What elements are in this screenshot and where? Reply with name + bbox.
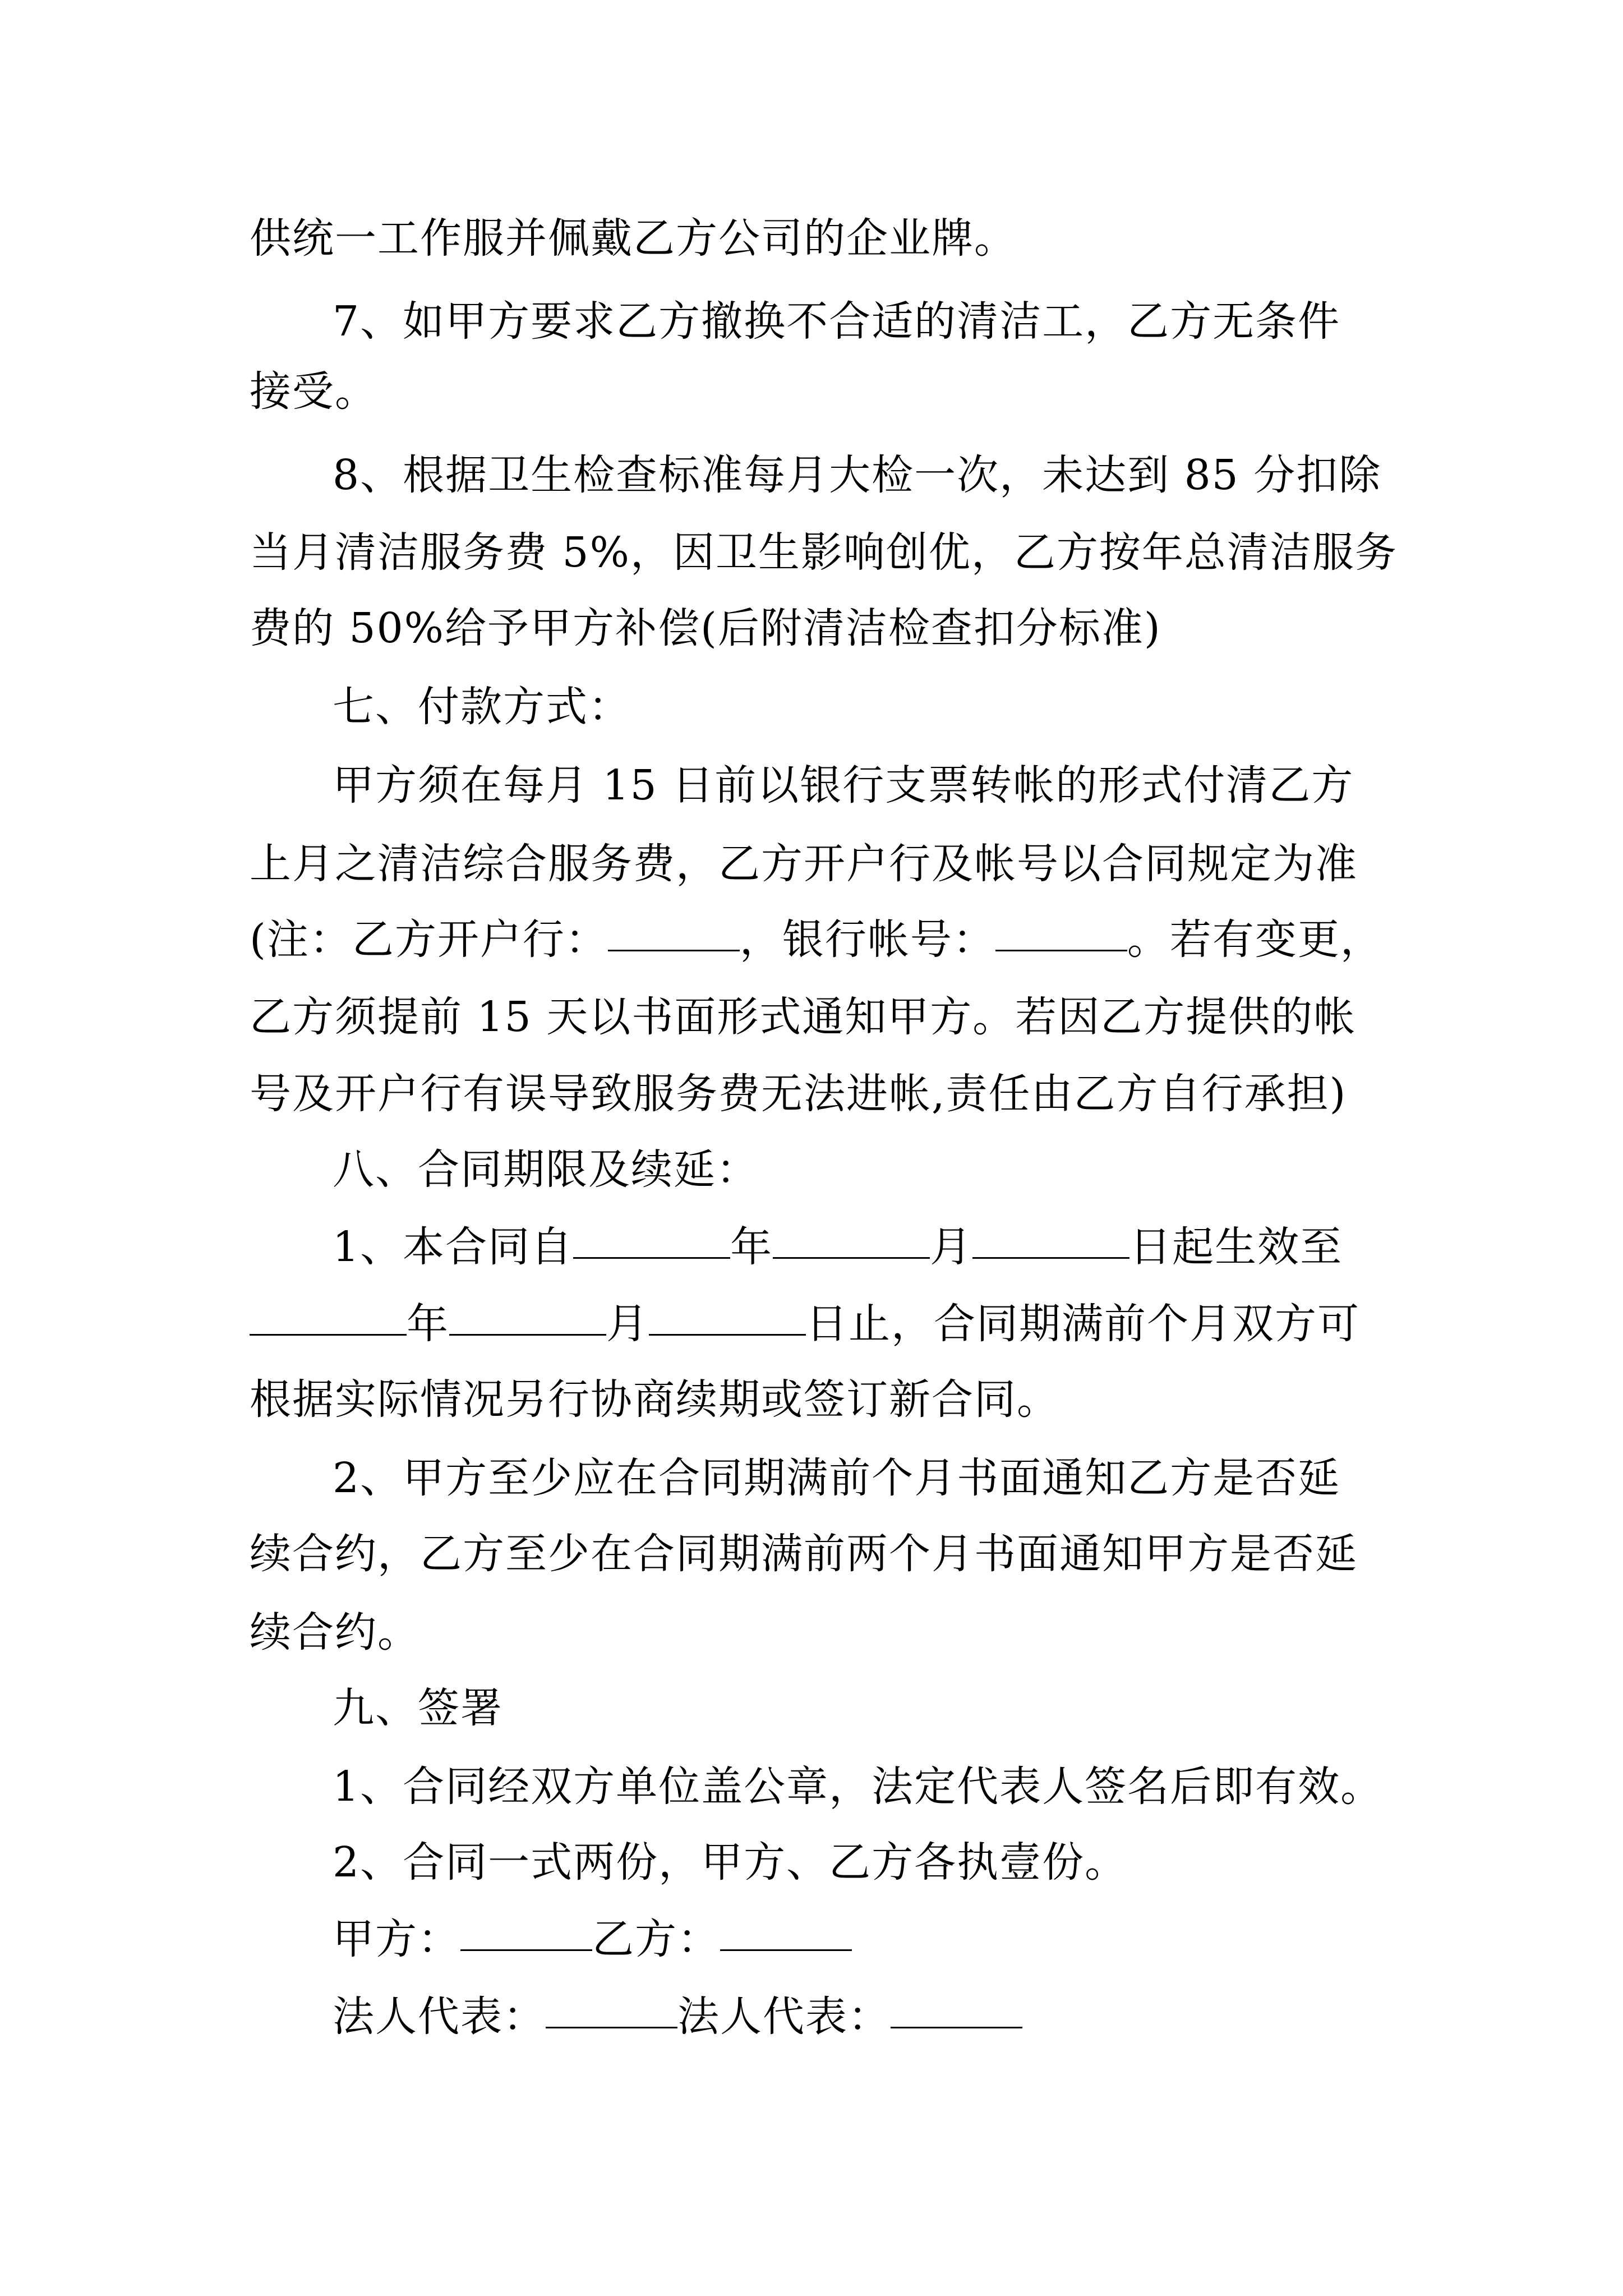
paragraph-line: 2、甲方至少应在合同期满前个月书面通知乙方是否延: [333, 1454, 1341, 1502]
section-heading: 八、合同期限及续延：: [333, 1145, 759, 1194]
paragraph-line: 续合约，乙方至少在合同期满前两个月书面通知甲方是否延: [250, 1530, 1358, 1578]
text-segment: 甲方：: [333, 1915, 460, 1963]
text-segment: 月: [606, 1300, 649, 1348]
fill-in-blank[interactable]: [649, 1297, 806, 1336]
party-b-representative-blank[interactable]: [891, 1990, 1022, 2028]
text-segment: (注：乙方开户行：: [250, 915, 608, 964]
fill-in-blank[interactable]: [449, 1297, 606, 1336]
text-segment: ，银行帐号：: [739, 915, 995, 964]
signature-line: [333, 1914, 852, 1964]
fill-in-blank[interactable]: [773, 1220, 930, 1259]
paragraph-line: 号及开户行有误导致服务费无法进帐,责任由乙方自行承担): [250, 1070, 1347, 1118]
party-a-signature-blank[interactable]: [460, 1912, 592, 1951]
text-segment: 乙方：: [592, 1915, 720, 1963]
party-a-representative-blank[interactable]: [546, 1990, 677, 2028]
paragraph-line: 供统一工作服并佩戴乙方公司的企业牌。: [250, 214, 1017, 263]
paragraph-line: 2、合同一式两份，甲方、乙方各执壹份。: [333, 1838, 1128, 1887]
fill-in-blank[interactable]: [608, 913, 740, 951]
paragraph-line: 接受。: [250, 367, 377, 416]
text-segment: 法人代表：: [333, 1993, 546, 2041]
text-segment: 月: [930, 1223, 973, 1271]
paragraph-line: 乙方须提前 15 天以书面形式通知甲方。若因乙方提供的帐: [250, 993, 1357, 1041]
section-heading: 九、签署: [333, 1684, 503, 1732]
fill-in-blank[interactable]: [250, 1297, 407, 1336]
paragraph-line: [333, 1222, 1343, 1272]
fill-in-blank[interactable]: [995, 913, 1127, 951]
paragraph-line: 费的 50%给予甲方补偿(后附清洁检查扣分标准): [250, 604, 1161, 652]
text-segment: 法人代表：: [677, 1993, 891, 2041]
text-segment: 日起生效至: [1129, 1223, 1343, 1271]
party-b-signature-blank[interactable]: [720, 1912, 852, 1951]
paragraph-line: 续合约。: [250, 1608, 420, 1657]
text-segment: 年: [407, 1300, 449, 1348]
section-heading: 七、付款方式：: [333, 683, 631, 731]
signature-line: [333, 1991, 1022, 2042]
paragraph-line: 甲方须在每月 15 日前以银行支票转帐的形式付清乙方: [333, 761, 1354, 809]
fill-in-blank[interactable]: [573, 1220, 730, 1259]
text-segment: 日止，合同期满前个月双方可: [806, 1300, 1360, 1348]
paragraph-line: 当月清洁服务费 5%，因卫生影响创优，乙方按年总清洁服务: [250, 528, 1398, 577]
paragraph-line: 8、根据卫生检查标准每月大检一次，未达到 85 分扣除: [333, 451, 1382, 499]
paragraph-line: 根据实际情况另行协商续期或签订新合同。: [250, 1375, 1059, 1424]
text-segment: 。若有变更，: [1127, 915, 1383, 964]
text-segment: 年: [730, 1223, 773, 1271]
text-segment: 1、本合同自: [333, 1223, 574, 1271]
fill-in-blank[interactable]: [972, 1220, 1129, 1259]
paragraph-line: [250, 914, 1383, 965]
paragraph-line: 1、合同经双方单位盖公章，法定代表人签名后即有效。: [333, 1763, 1384, 1811]
paragraph-line: 上月之清洁综合服务费，乙方开户行及帐号以合同规定为准: [250, 840, 1358, 888]
paragraph-line: 7、如甲方要求乙方撤换不合适的清洁工，乙方无条件: [333, 297, 1341, 346]
paragraph-line: [250, 1299, 1360, 1349]
